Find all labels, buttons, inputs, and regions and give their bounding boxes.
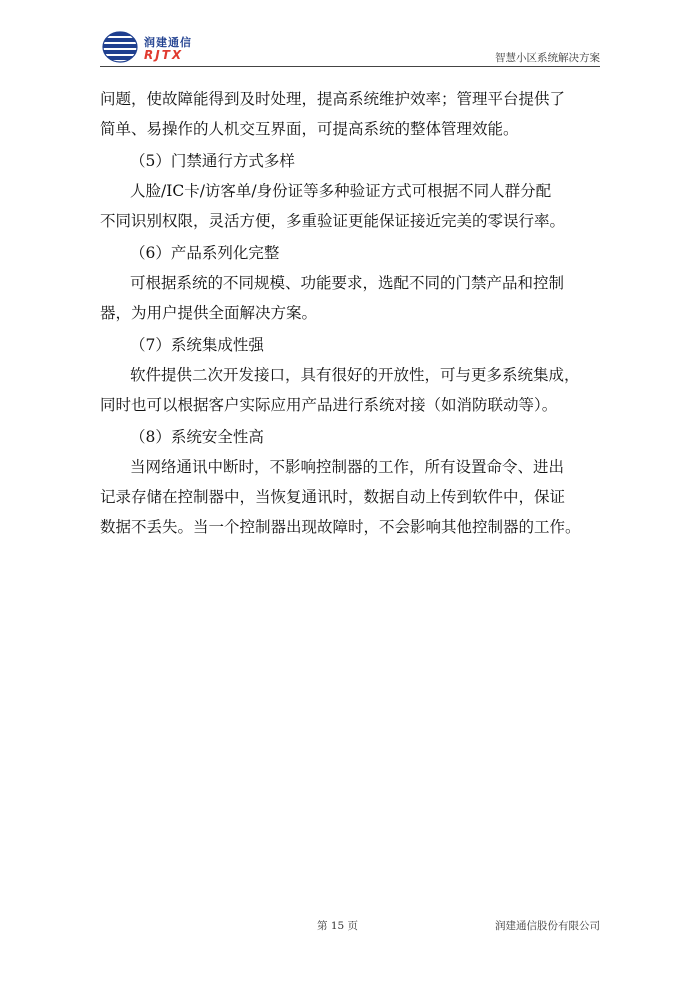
document-body [100,84,600,542]
body-text-line: 记录存储在控制器中，当恢复通讯时，数据自动上传到软件中，保证 [100,488,566,506]
globe-logo-icon [102,30,138,64]
logo-english-name: RJTX [144,48,184,62]
body-text-line: 不同识别权限，灵活方便，多重验证更能保证接近完美的零误行率。 [100,212,566,230]
body-text-line: 简单、易操作的人机交互界面，可提高系统的整体管理效能。 [100,120,519,138]
section-heading: （6）产品系列化完整 [130,244,280,262]
header-divider [100,66,600,67]
company-logo [100,28,240,66]
page-header [100,28,600,68]
page-number: 第 15 页 [317,920,359,932]
logo-chinese-name: 润建通信 [144,36,192,49]
body-text-line: 同时也可以根据客户实际应用产品进行系统对接（如消防联动等）。 [100,396,558,414]
section-heading: （8）系统安全性高 [130,428,264,446]
body-text-line: 问题，使故障能得到及时处理，提高系统维护效率；管理平台提供了 [100,90,566,108]
body-text-line: 器，为用户提供全面解决方案。 [100,304,318,322]
body-text-line: 人脸/IC卡/访客单/身份证等多种验证方式可根据不同人群分配 [130,182,552,200]
body-text-line: 当网络通讯中断时，不影响控制器的工作，所有设置命令、进出 [130,458,565,476]
body-text-line: 可根据系统的不同规模、功能要求，选配不同的门禁产品和控制 [130,274,565,292]
body-text-line: 数据不丢失。当一个控制器出现故障时，不会影响其他控制器的工作。 [100,518,581,536]
document-title: 智慧小区系统解决方案 [495,52,600,64]
section-heading: （7）系统集成性强 [130,336,264,354]
footer-company-name: 润建通信股份有限公司 [495,920,600,932]
body-text-line: 软件提供二次开发接口，具有很好的开放性，可与更多系统集成， [130,366,580,384]
section-heading: （5）门禁通行方式多样 [130,152,295,170]
